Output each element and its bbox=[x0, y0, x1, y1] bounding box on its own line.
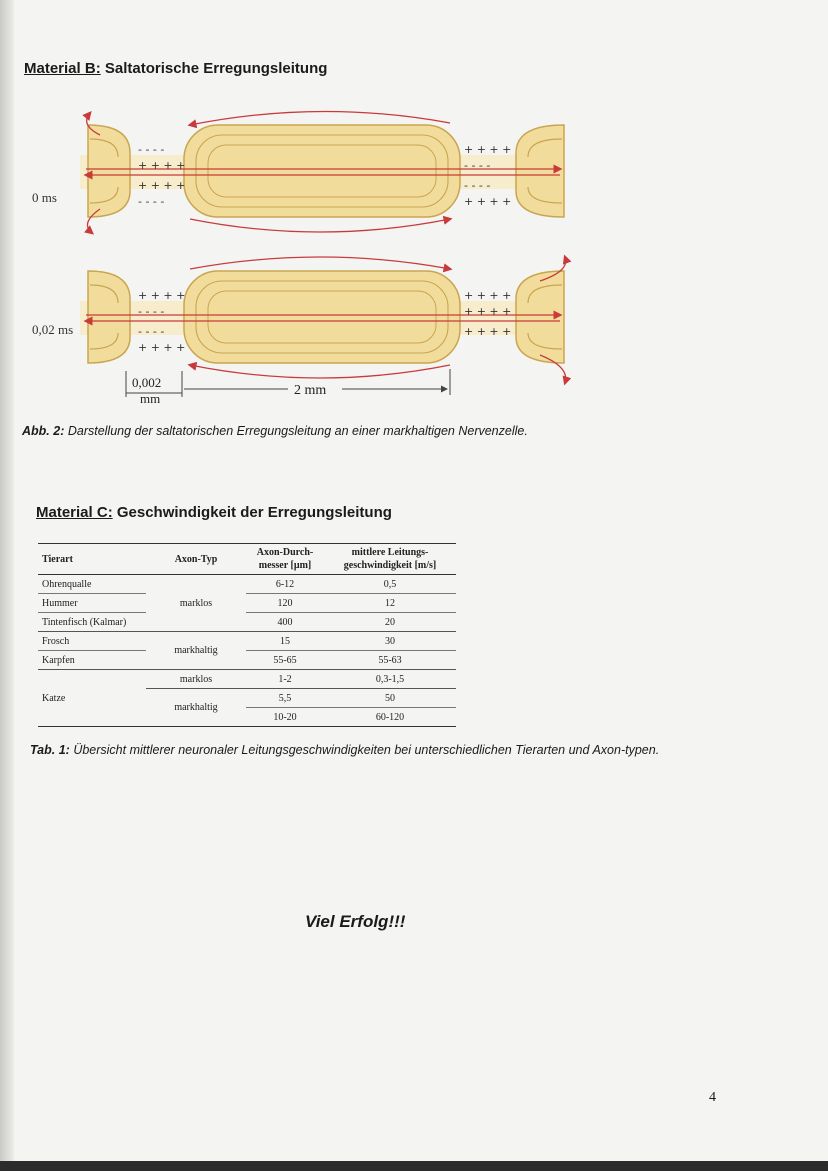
header-diameter-line1: Axon-Durch- bbox=[256, 547, 314, 558]
speed-cell: 0,3-1,5 bbox=[324, 670, 456, 689]
table-caption bbox=[30, 741, 720, 759]
speed-cell: 60-120 bbox=[324, 708, 456, 727]
charge-plus-label: + + + + bbox=[138, 341, 186, 354]
table-header-row bbox=[38, 544, 456, 575]
figure-caption-text: Darstellung der saltatorischen Erregungsleitung an einer markhaltigen Nervenzelle. bbox=[67, 424, 528, 438]
scale-bar bbox=[126, 369, 450, 406]
diameter-cell: 15 bbox=[246, 632, 324, 651]
table-row bbox=[38, 632, 456, 651]
scale-small-unit: mm bbox=[140, 391, 161, 406]
charge-minus-label: - - - - bbox=[138, 143, 165, 156]
axon-row-002ms bbox=[80, 257, 566, 383]
page-edge-shadow bbox=[0, 0, 14, 1171]
speed-cell: 30 bbox=[324, 632, 456, 651]
axon-row-0ms bbox=[80, 111, 564, 233]
table-caption-text: Übersicht mittlerer neuronaler Leitungsgeschwindigkeiten bei unterschiedlichen Tierarten und Axon-typen. bbox=[73, 743, 660, 757]
speed-cell: 55-63 bbox=[324, 651, 456, 670]
material-c-title: Geschwindigkeit der Erregungsleitung bbox=[116, 504, 392, 521]
charge-minus-label: - - - - bbox=[464, 159, 491, 172]
closing-text: Viel Erfolg!!! bbox=[305, 912, 406, 931]
figure-caption bbox=[22, 424, 528, 438]
charge-plus-label: + + + + bbox=[138, 179, 186, 192]
animal-ohrenqualle: Ohrenqualle bbox=[38, 575, 146, 594]
charge-plus-label: + + + + bbox=[464, 143, 512, 156]
diameter-cell: 400 bbox=[246, 613, 324, 632]
table-row bbox=[38, 613, 456, 632]
animal-karpfen: Karpfen bbox=[42, 654, 75, 666]
saltatory-conduction-figure bbox=[20, 105, 580, 415]
material-b-heading bbox=[24, 60, 327, 77]
header-tierart: Tierart bbox=[38, 544, 146, 575]
material-b-title: Saltatorische Erregungsleitung bbox=[104, 60, 328, 77]
table-row bbox=[38, 670, 456, 689]
charge-plus-label: + + + + bbox=[138, 159, 186, 172]
table-caption-label: Tab. 1: bbox=[30, 743, 70, 757]
table-row bbox=[38, 651, 456, 670]
figure-caption-label: Abb. 2: bbox=[22, 424, 65, 438]
conduction-speed-table bbox=[38, 543, 456, 727]
speed-cell: 50 bbox=[324, 689, 456, 708]
charge-plus-label: + + + + bbox=[138, 289, 186, 302]
charge-minus-label: - - - - bbox=[138, 195, 165, 208]
header-speed-line2: geschwindigkeit [m/s] bbox=[343, 560, 437, 571]
charge-plus-label: + + + + bbox=[464, 325, 512, 338]
charge-plus-label: + + + + bbox=[464, 305, 512, 318]
speed-cell: 20 bbox=[324, 613, 456, 632]
charge-minus-label: - - - - bbox=[138, 305, 165, 318]
animal-hummer: Hummer bbox=[38, 594, 146, 613]
myelin-sheath-center bbox=[184, 271, 460, 363]
axon-type-cell: marklos bbox=[179, 597, 213, 609]
charge-plus-label: + + + + bbox=[464, 289, 512, 302]
material-b-label: Material B: bbox=[24, 60, 101, 77]
scale-small-value: 0,002 bbox=[132, 375, 162, 390]
diameter-cell: 120 bbox=[246, 594, 324, 613]
time-label-002ms: 0,02 ms bbox=[32, 322, 74, 337]
header-axon-diameter bbox=[246, 544, 324, 575]
myelin-sheath-center bbox=[184, 125, 460, 217]
header-axon-typ: Axon-Typ bbox=[146, 544, 246, 575]
speed-cell: 12 bbox=[324, 594, 456, 613]
diameter-cell: 10-20 bbox=[246, 708, 324, 727]
page-bottom-edge bbox=[0, 1161, 828, 1171]
diameter-cell: 5,5 bbox=[246, 689, 324, 708]
table-row bbox=[38, 575, 456, 594]
diameter-cell: 55-65 bbox=[246, 651, 324, 670]
speed-cell: 0,5 bbox=[383, 578, 397, 590]
axon-type-cell: marklos bbox=[146, 670, 246, 689]
time-label-0ms: 0 ms bbox=[32, 190, 57, 205]
charge-plus-label: + + + + bbox=[464, 195, 512, 208]
header-speed bbox=[324, 544, 456, 575]
animal-frosch: Frosch bbox=[38, 632, 146, 651]
animal-katze: Katze bbox=[38, 670, 146, 727]
diameter-cell: 1-2 bbox=[246, 670, 324, 689]
axon-type-cell: markhaltig bbox=[146, 689, 246, 727]
table-row bbox=[38, 594, 456, 613]
material-c-heading bbox=[36, 504, 392, 521]
material-c-label: Material C: bbox=[36, 504, 113, 521]
header-speed-line1: mittlere Leitungs- bbox=[351, 547, 429, 558]
axon-type-cell: markhaltig bbox=[146, 632, 246, 670]
animal-tintenfisch: Tintenfisch (Kalmar) bbox=[42, 616, 127, 628]
scale-large-value: 2 mm bbox=[294, 383, 327, 398]
charge-minus-label: - - - - bbox=[138, 325, 165, 338]
page-number: 4 bbox=[709, 1090, 716, 1105]
header-diameter-line2: messer [µm] bbox=[258, 560, 312, 571]
diameter-cell: 6-12 bbox=[275, 578, 295, 590]
charge-minus-label: - - - - bbox=[464, 179, 491, 192]
